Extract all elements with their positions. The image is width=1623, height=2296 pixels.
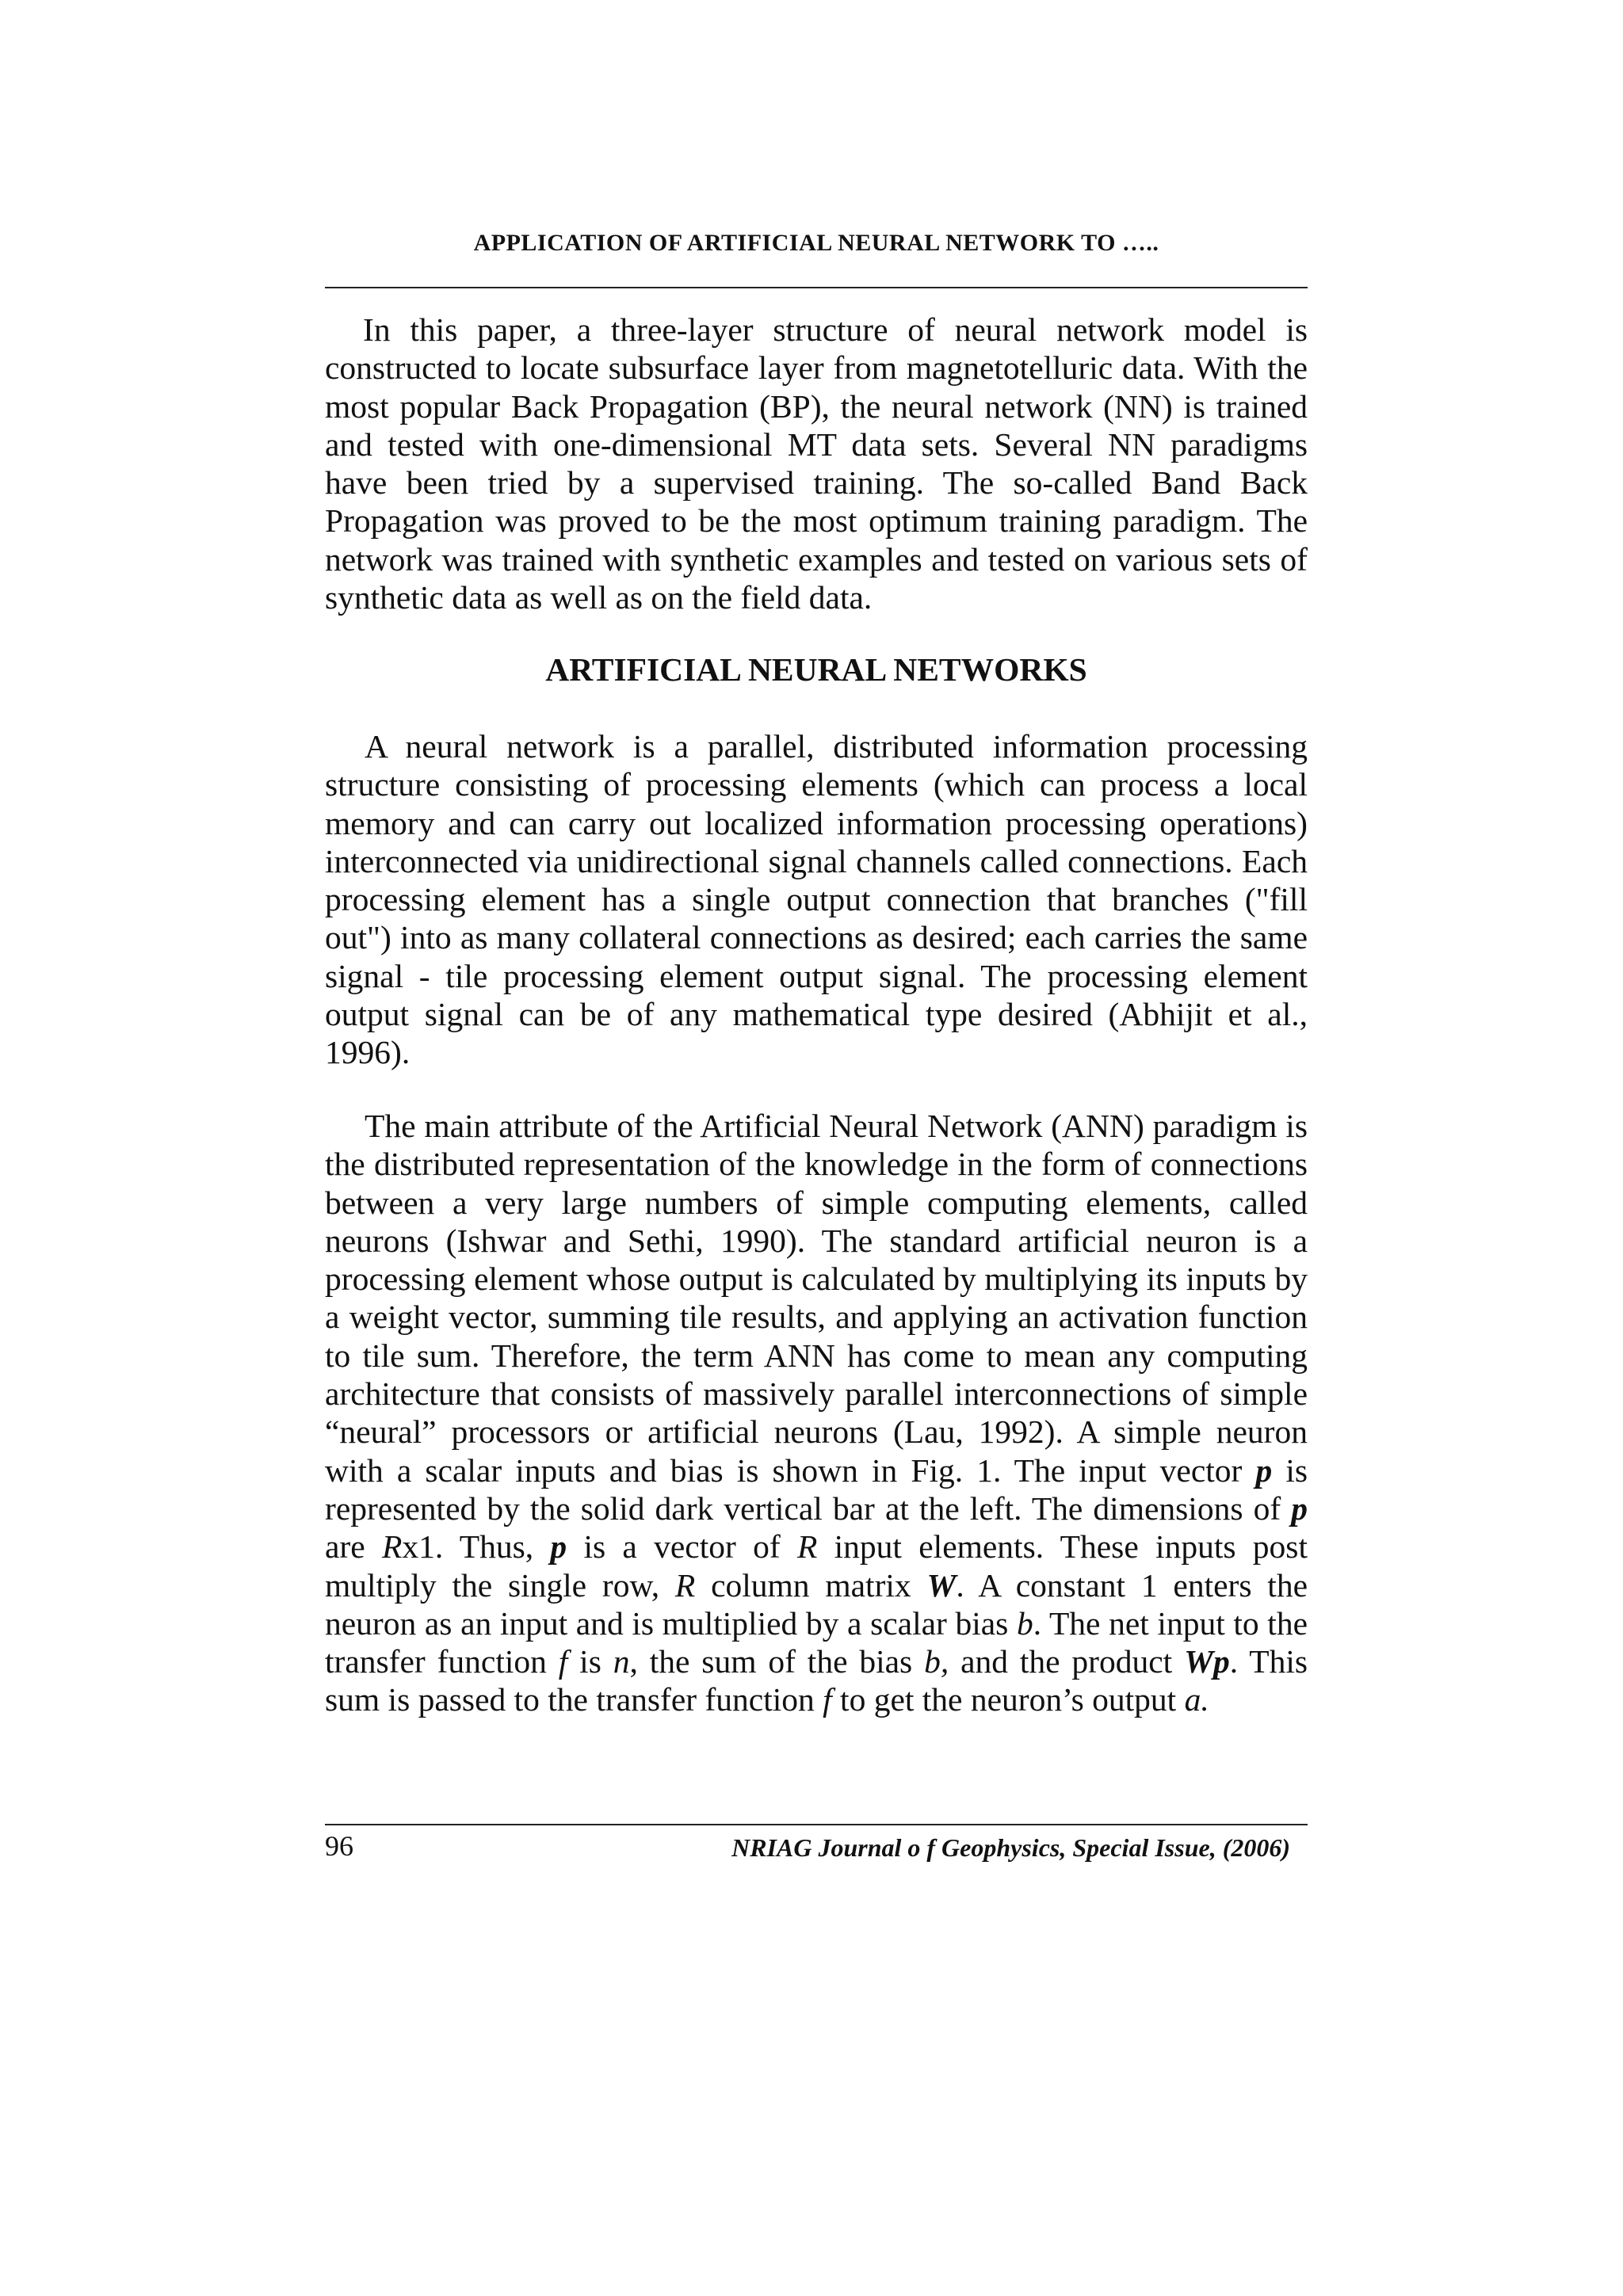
text-run: . A constant 1 enters the neuron as an input and is multiplied by a scalar bias	[325, 1566, 1308, 1642]
neural-network-definition-block	[325, 727, 1308, 1072]
footer-divider	[325, 1824, 1308, 1825]
text-run: . This sum is passed to the transfer function	[325, 1643, 1308, 1718]
symbol-p: p	[550, 1528, 567, 1566]
symbol-wp: Wp	[1184, 1643, 1230, 1680]
text-run: The main attribute of the Artificial Neural Network (ANN) paradigm is the distributed representation of the knowledge in the form of connections between a very large numbers of simple computing elements, called neurons (Ishwar and Sethi, 1990). The standard artificial neuron is a processing element whose output is calculated by multiplying its inputs by a weight vector, summing tile results, and applying an activation function to tile sum. Therefore, the term ANN has come to mean any computing architecture that consists of massively parallel interconnections of simple “neural” processors or artificial neurons (Lau, 1992). A simple neuron with a scalar inputs and bias is shown in Fig. 1. The input vector	[325, 1108, 1308, 1489]
symbol-r: R	[674, 1566, 696, 1604]
neural-network-definition-paragraph: A neural network is a parallel, distributed information processing structure consisting of processing elements (which can process a local memory and can carry out localized information processing operations) interconnected via unidirectional signal channels called connections. Each processing element has a single output connection that branches ("fill out") into as many collateral connections as desired; each carries the same signal - tile processing element output signal. The processing element output signal can be of any mathematical type desired (Abhijit et al., 1996).	[325, 728, 1308, 1071]
text-run: are	[325, 1528, 382, 1566]
intro-paragraph-block	[325, 311, 1308, 616]
symbol-a: a.	[1184, 1681, 1209, 1718]
running-header: APPLICATION OF ARTIFICIAL NEURAL NETWORK TO …..	[473, 230, 1159, 256]
text-run: . The net input to the transfer function	[325, 1604, 1308, 1680]
text-run: input elements. These inputs post multiply the single row,	[325, 1528, 1308, 1604]
symbol-p: p	[1291, 1489, 1308, 1527]
text-run: to get the neuron’s output	[831, 1681, 1185, 1718]
symbol-p: p	[1255, 1451, 1273, 1489]
symbol-f: f	[823, 1681, 832, 1718]
section-heading: ARTIFICIAL NEURAL NETWORKS	[545, 651, 1087, 688]
intro-paragraph: In this paper, a three-layer structure of neural network model is constructed to locate subsurface layer from magnetotelluric data. With the most popular Back Propagation (BP), the neural network (NN) is trained and tested with one-dimensional MT data sets. Several NN paradigms have been tried by a supervised training. The so-called Band Back Propagation was proved to be the most optimum training paradigm. The network was trained with synthetic examples and tested on various sets of synthetic data as well as on the field data.	[325, 311, 1308, 616]
symbol-b: b	[1016, 1604, 1033, 1642]
ann-attribute-block	[325, 1107, 1308, 1719]
text-run: is	[567, 1643, 613, 1680]
header-divider	[325, 287, 1308, 288]
text-run: is a vector of	[567, 1528, 797, 1566]
text-run: , the sum of the bias	[629, 1643, 925, 1680]
symbol-r: R	[381, 1528, 403, 1566]
symbol-n: n	[613, 1643, 630, 1680]
symbol-f: f	[558, 1643, 568, 1680]
journal-name: NRIAG Journal o f Geophysics, Special Issue, (2006)	[731, 1833, 1290, 1862]
text-run: and the product	[949, 1643, 1185, 1680]
page-number: 96	[325, 1830, 353, 1862]
symbol-w: W	[926, 1566, 957, 1604]
symbol-r: R	[796, 1528, 818, 1566]
text-run: column matrix	[695, 1566, 927, 1604]
ann-attribute-paragraph	[325, 1107, 1308, 1719]
symbol-b: b,	[924, 1643, 949, 1680]
text-run: is represented by the solid dark vertical bar at the left. The dimensions of	[325, 1451, 1308, 1527]
text-run: x1. Thus,	[402, 1528, 551, 1566]
